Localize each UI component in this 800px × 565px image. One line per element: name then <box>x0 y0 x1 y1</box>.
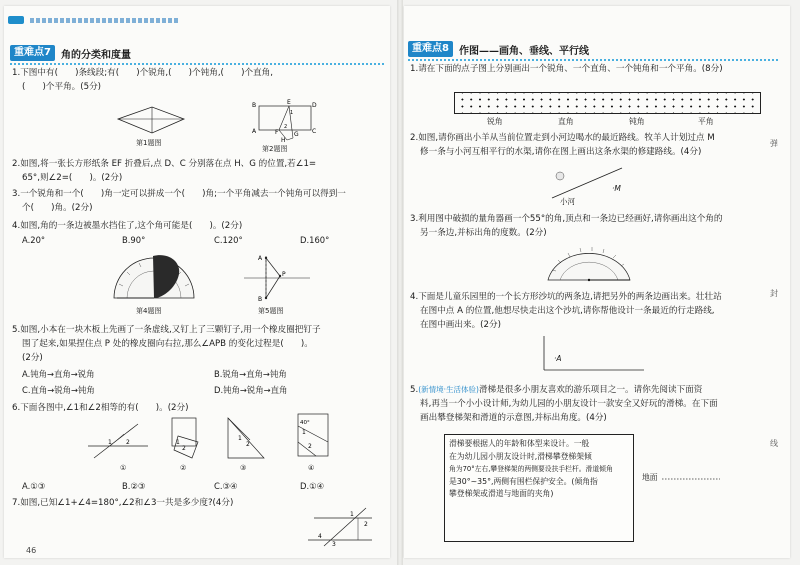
section-badge: 重难点7 <box>10 45 55 61</box>
dotted-divider <box>10 63 385 65</box>
q6-label-2: ② <box>180 464 187 472</box>
q7-angle-1: 1 <box>350 511 354 518</box>
point-m: ·M <box>612 184 621 193</box>
label-C: C <box>312 128 317 135</box>
dotted-divider <box>408 59 780 61</box>
q6-fig4-angle-1: 1 <box>302 429 306 436</box>
figure-4-protractor-ink <box>109 254 199 302</box>
figure-1-caption: 第1题图 <box>136 139 162 147</box>
question-3-text-cont: 个( )角。(2分) <box>22 203 93 213</box>
point-a: ·A <box>554 354 562 363</box>
right-page <box>404 6 790 558</box>
question-2-text-cont: 修一条与小河互相平行的水渠,请你在图上画出这条水渠的修建路线。(4分) <box>420 147 702 157</box>
label-P: P <box>282 271 286 278</box>
q6-fig4-angle-2: 2 <box>308 443 312 450</box>
q6-option-d: D.①④ <box>300 481 325 491</box>
binding-label-2: 封 <box>770 289 778 298</box>
q6-fig1-angle-1: 1 <box>108 439 112 446</box>
q5-option-d: D.钝角→锐角→直角 <box>214 385 288 395</box>
q7-figure <box>304 506 376 546</box>
q2-river-scene <box>542 162 652 200</box>
slide-info-box <box>444 434 634 542</box>
label-straight: 平角 <box>698 117 714 126</box>
left-page <box>4 6 390 558</box>
sheep-icon <box>556 172 564 180</box>
info-line: 角为70°左右,攀登梯架的两侧要设扶手栏杆。滑道倾角 <box>449 465 613 474</box>
q6-figure-4 <box>296 412 336 460</box>
label-H: H <box>281 137 286 144</box>
label-A: A <box>258 255 263 262</box>
q6-figure-3 <box>224 416 268 460</box>
page-top-strip <box>4 6 390 32</box>
book-spine <box>397 0 403 565</box>
ground-label: 地面 <box>642 473 658 482</box>
q5-option-a: A.钝角→直角→锐角 <box>22 369 95 379</box>
info-line: 滑梯要根据人的年龄和体型来设计。一般 <box>449 439 590 448</box>
section-header-8 <box>408 40 780 58</box>
question-1-text: 1.请在下面的点子图上分别画出一个锐角、一个直角、一个钝角和一个平角。(8分) <box>410 64 723 74</box>
dot-grid <box>454 92 761 114</box>
q6-option-b: B.②③ <box>122 481 146 491</box>
q5-context-tag: (新情境·生活体验) <box>418 385 479 394</box>
question-3-text-cont: 另一条边,并标出角的度数。(2分) <box>420 228 547 238</box>
q6-figure-1 <box>88 418 148 458</box>
question-2-text-cont: 65°,则∠2=( )。(2分) <box>22 173 123 183</box>
q6-fig1-angle-2: 2 <box>126 439 130 446</box>
label-A: A <box>252 128 257 135</box>
q4-option-b: B.90° <box>122 235 146 245</box>
angle-1: 1 <box>290 110 294 116</box>
q5-line1: 滑梯是很多小朋友喜欢的游乐项目之一。请你先阅读下面资 <box>478 385 703 395</box>
angle-2: 2 <box>284 124 288 130</box>
figure-5-caption: 第5题图 <box>258 307 284 315</box>
running-header <box>30 18 180 23</box>
binding-label-3: 线 <box>770 439 778 448</box>
question-5-text-cont2: 画出攀登梯架和滑道的示意图,并标出角度。(4分) <box>420 413 607 423</box>
section-badge: 重难点8 <box>408 41 453 57</box>
q6-fig4-angle-40: 40° <box>300 420 310 426</box>
figure-2-folded-strip <box>249 100 319 142</box>
q6-option-a: A.①③ <box>22 481 46 491</box>
q7-angle-3: 3 <box>332 541 336 548</box>
figure-1-rhombus <box>116 106 186 136</box>
question-7-text: 7.如图,已知∠1+∠4=180°,∠2和∠3一共是多少度?(4分) <box>12 498 234 508</box>
question-3-text: 3.利用图中破损的量角器画一个55°的角,顶点和一条边已经画好,请你画出这个角的 <box>410 214 723 224</box>
question-3-text: 3.一个锐角和一个( )角一定可以拼成一个( )角;一个平角减去一个钝角可以得到一 <box>12 189 346 199</box>
q7-angle-4: 4 <box>318 533 322 540</box>
question-4-text-cont: 在图中点 A 的位置,他想尽快走出这个沙坑,请你帮他设计一条最近的行走路线, <box>420 306 715 316</box>
label-obtuse: 钝角 <box>629 117 645 126</box>
q5-option-b: B.锐角→直角→钝角 <box>214 369 287 379</box>
question-4-text-cont2: 在图中画出来。(2分) <box>420 320 501 330</box>
binding-label-1: 弹 <box>770 139 778 148</box>
q5-option-c: C.直角→锐角→钝角 <box>22 385 95 395</box>
question-5-text: 5.如图,小本在一块木板上先画了一条虚线,又钉上了三颗钉子,用一个橡皮圈把钉子 <box>12 325 321 335</box>
question-1-text-cont: ( )个平角。(5分) <box>22 82 102 92</box>
figure-4-caption: 第4题图 <box>136 307 162 315</box>
q7-angle-2: 2 <box>364 521 368 528</box>
question-4-text: 4.如图,角的一条边被墨水挡住了,这个角可能是( )。(2分) <box>12 221 243 231</box>
river-label: 小河 <box>560 197 575 206</box>
question-6-text: 6.下面各图中,∠1和∠2相等的有( )。(2分) <box>12 403 189 413</box>
q6-label-3: ③ <box>240 464 247 472</box>
section-title: 角的分类和度量 <box>60 49 131 61</box>
question-2-text: 2.如图,将一张长方形纸条 EF 折叠后,点 D、C 分别落在点 H、G 的位置,若∠1= <box>12 159 317 169</box>
chapter-tag <box>8 16 24 24</box>
question-2-text: 2.如图,请你画出小羊从当前位置走到小河边喝水的最近路线。牧羊人计划过点 M <box>410 133 715 143</box>
label-B: B <box>252 102 257 109</box>
q6-label-1: ① <box>120 464 127 472</box>
question-4-text: 4.下面是儿童乐园里的一个长方形沙坑的两条边,请把另外的两条边画出来。壮壮站 <box>410 292 722 302</box>
figure-2-caption: 第2题图 <box>262 145 288 153</box>
q6-option-c: C.③④ <box>214 481 238 491</box>
q6-fig2-angle-2: 2 <box>182 445 186 452</box>
section-header-7 <box>10 44 385 62</box>
q6-label-4: ④ <box>308 464 315 472</box>
info-line: 攀登梯架或滑道与地面的夹角) <box>449 489 554 499</box>
q6-fig3-angle-1: 1 <box>238 435 242 442</box>
label-G: G <box>294 131 299 138</box>
q6-fig2-angle-1: 1 <box>176 439 180 446</box>
question-5-text-cont: 围了起来,如果捏住点 P 处的橡皮圈向右拉,那么∠APB 的变化过程是( )。 <box>22 339 313 349</box>
label-right: 直角 <box>558 117 574 126</box>
broken-protractor <box>544 244 634 284</box>
question-5-text: 5.(新情境·生活体验)滑梯是很多小朋友喜欢的游乐项目之一。请你先阅读下面资 <box>410 385 703 395</box>
q6-figure-2 <box>164 416 206 460</box>
label-D: D <box>312 102 317 109</box>
figure-5-nails <box>244 254 314 304</box>
label-B: B <box>258 296 263 303</box>
q4-option-c: C.120° <box>214 235 243 245</box>
q4-option-d: D.160° <box>300 235 330 245</box>
question-5-text-cont: 料,再当一个小小设计师,为幼儿园的小朋友设计一款安全又好玩的滑梯。在下面 <box>420 399 718 409</box>
question-5-text-cont2: (2分) <box>22 353 43 363</box>
ground-line <box>662 476 722 482</box>
page-number: 46 <box>26 546 37 555</box>
question-1-text: 1.下图中有( )条线段;有( )个锐角,( )个钝角,( )个直角, <box>12 68 273 78</box>
q4-option-a: A.20° <box>22 235 46 245</box>
label-F: F <box>275 129 279 136</box>
label-acute: 锐角 <box>487 117 503 126</box>
info-line: 在为幼儿园小朋友设计时,滑梯攀登梯架倾 <box>449 451 592 461</box>
label-E: E <box>287 99 291 106</box>
info-line: 是30°~35°,两侧有围栏保护安全。(倾角指 <box>449 476 598 486</box>
section-title: 作图——画角、垂线、平行线 <box>458 45 589 57</box>
q6-fig3-angle-2: 2 <box>246 441 250 448</box>
